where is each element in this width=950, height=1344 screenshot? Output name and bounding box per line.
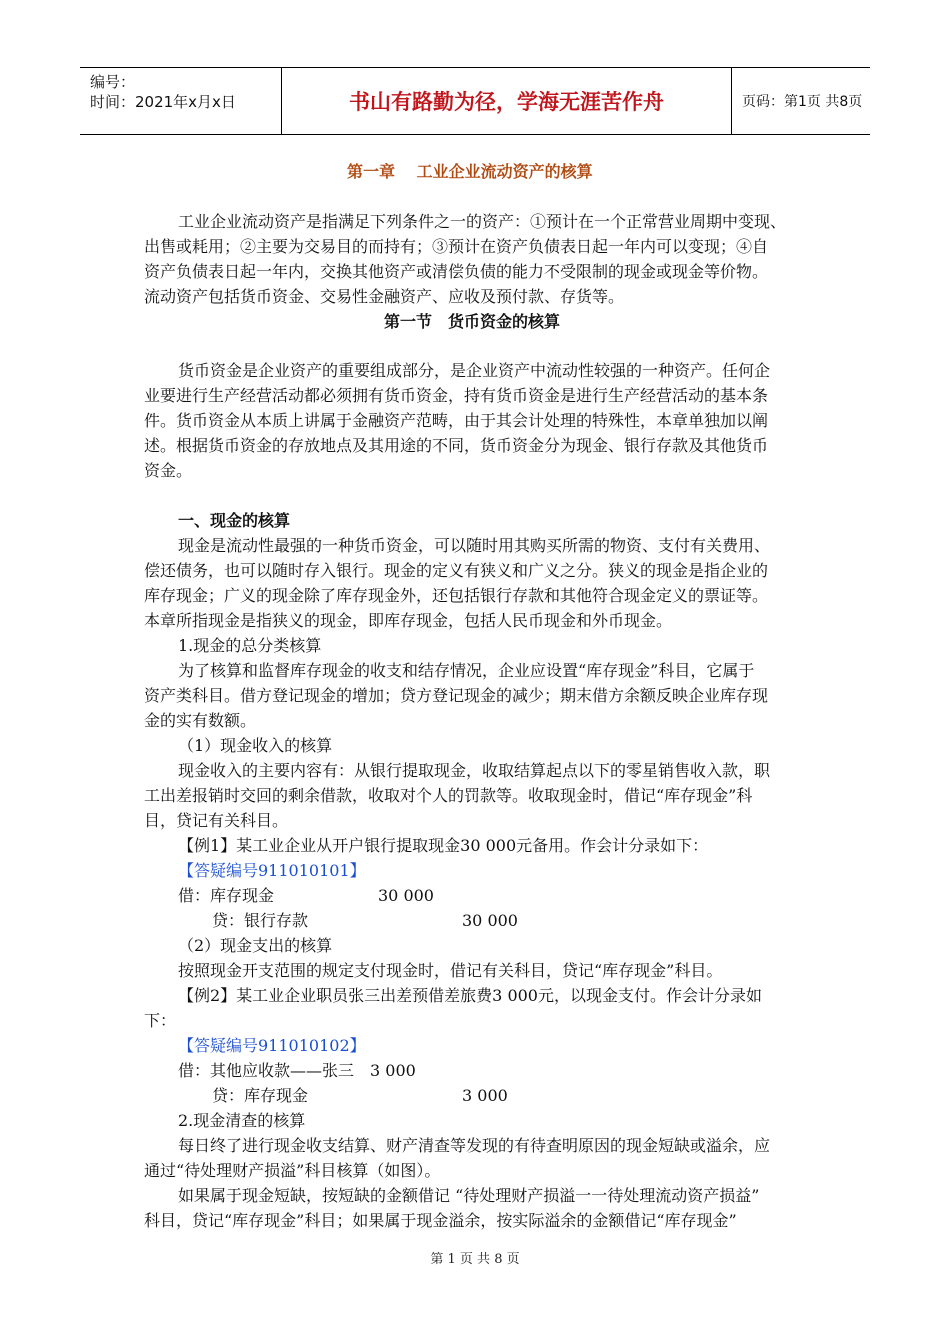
doc-time-label: 时间：2021年x月x日 <box>90 93 236 111</box>
text-line: 本章所指现金是指狭义的现金，即库存现金，包括人民币现金和外币现金。 <box>144 611 673 630</box>
entry-credit-label: 贷：库存现金 <box>212 1086 309 1105</box>
header-left-cell <box>80 68 282 134</box>
text-line: 工业企业流动资产是指满足下列条件之一的资产：①预计在一个正常营业周期中变现、 <box>178 212 787 231</box>
header-motto: 书山有路勤为径，学海无涯苦作舟 <box>282 68 732 134</box>
qa-number-link[interactable]: 【答疑编号911010101】 <box>178 861 366 880</box>
text-line: （1）现金收入的核算 <box>178 736 333 755</box>
text-line: 如果属于现金短缺，按短缺的金额借记 “待处理财产损溢一一待处理流动资产损益” <box>178 1186 760 1205</box>
text-line: 资金。 <box>144 461 193 480</box>
text-line: 现金收入的主要内容有：从银行提取现金，收取结算起点以下的零星销售收入款，职 <box>178 761 771 780</box>
text-line: 通过“待处理财产损溢”科目核算（如图）。 <box>144 1161 441 1180</box>
text-line: 科目，贷记“库存现金”科目；如果属于现金溢余，按实际溢余的金额借记“库存现金” <box>144 1211 737 1230</box>
text-line: 工出差报销时交回的剩余借款，收取对个人的罚款等。收取现金时，借记“库存现金”科 <box>144 786 753 805</box>
text-line: 金的实有数额。 <box>144 711 257 730</box>
entry-debit-label: 借：库存现金 <box>178 886 275 905</box>
text-line: 货币资金是企业资产的重要组成部分，是企业资产中流动性较强的一种资产。任何企 <box>178 361 771 380</box>
page-footer: 第 1 页 共 8 页 <box>430 1252 520 1267</box>
text-line: 按照现金开支范围的规定支付现金时，借记有关科目，贷记“库存现金”科目。 <box>178 961 723 980</box>
text-line: 下： <box>144 1011 177 1030</box>
text-line: 库存现金；广义的现金除了库存现金外，还包括银行存款和其他符合现金定义的票证等。 <box>144 586 769 605</box>
page-header <box>80 67 870 135</box>
text-line: 1.现金的总分类核算 <box>178 636 322 655</box>
text-line: 流动资产包括货币资金、交易性金融资产、应收及预付款、存货等。 <box>144 287 625 306</box>
text-line: 偿还债务，也可以随时存入银行。现金的定义有狭义和广义之分。狭义的现金是指企业的 <box>144 561 769 580</box>
entry-credit-amount: 30 000 <box>462 911 518 930</box>
text-line: 件。货币资金从本质上讲属于金融资产范畴，由于其会计处理的特殊性，本章单独加以阐 <box>144 411 769 430</box>
entry-debit-line: 借：其他应收款——张三 3 000 <box>178 1061 416 1080</box>
subsection-title: 一、现金的核算 <box>178 511 291 530</box>
text-line: 业要进行生产经营活动都必须拥有货币资金，持有货币资金是进行生产经营活动的基本条 <box>144 386 769 405</box>
text-line: 出售或耗用；②主要为交易目的而持有；③预计在资产负债表日起一年内可以变现；④自 <box>144 237 769 256</box>
text-line: （2）现金支出的核算 <box>178 936 333 955</box>
qa-number-link[interactable]: 【答疑编号911010102】 <box>178 1036 366 1055</box>
text-line: 述。根据货币资金的存放地点及其用途的不同，货币资金分为现金、银行存款及其他货币 <box>144 436 769 455</box>
text-line: 为了核算和监督库存现金的收支和结存情况，企业应设置“库存现金”科目，它属于 <box>178 661 755 680</box>
example-line: 【例2】某工业企业职员张三出差预借差旅费3 000元，以现金支付。作会计分录如 <box>178 986 762 1005</box>
text-line: 目，贷记有关科目。 <box>144 811 289 830</box>
entry-credit-label: 贷：银行存款 <box>212 911 309 930</box>
text-line: 现金是流动性最强的一种货币资金，可以随时用其购买所需的物资、支付有关费用、 <box>178 536 771 555</box>
text-line: 每日终了进行现金收支结算、财产清查等发现的有待查明原因的现金短缺或溢余，应 <box>178 1136 771 1155</box>
entry-credit-amount: 3 000 <box>462 1086 508 1105</box>
doc-number-label: 编号： <box>90 73 136 91</box>
text-line: 2.现金清查的核算 <box>178 1111 306 1130</box>
section-title: 第一节 货币资金的核算 <box>384 312 561 331</box>
example-line: 【例1】某工业企业从开户银行提取现金30 000元备用。作会计分录如下： <box>178 836 709 855</box>
chapter-title: 第一章 工业企业流动资产的核算 <box>347 162 593 181</box>
text-line: 资产类科目。借方登记现金的增加；贷方登记现金的减少；期末借方余额反映企业库存现 <box>144 686 769 705</box>
header-page-code: 页码：第1页 共8页 <box>742 94 863 110</box>
entry-debit-amount: 30 000 <box>378 886 434 905</box>
text-line: 资产负债表日起一年内，交换其他资产或清偿负债的能力不受限制的现金或现金等价物。 <box>144 262 769 281</box>
